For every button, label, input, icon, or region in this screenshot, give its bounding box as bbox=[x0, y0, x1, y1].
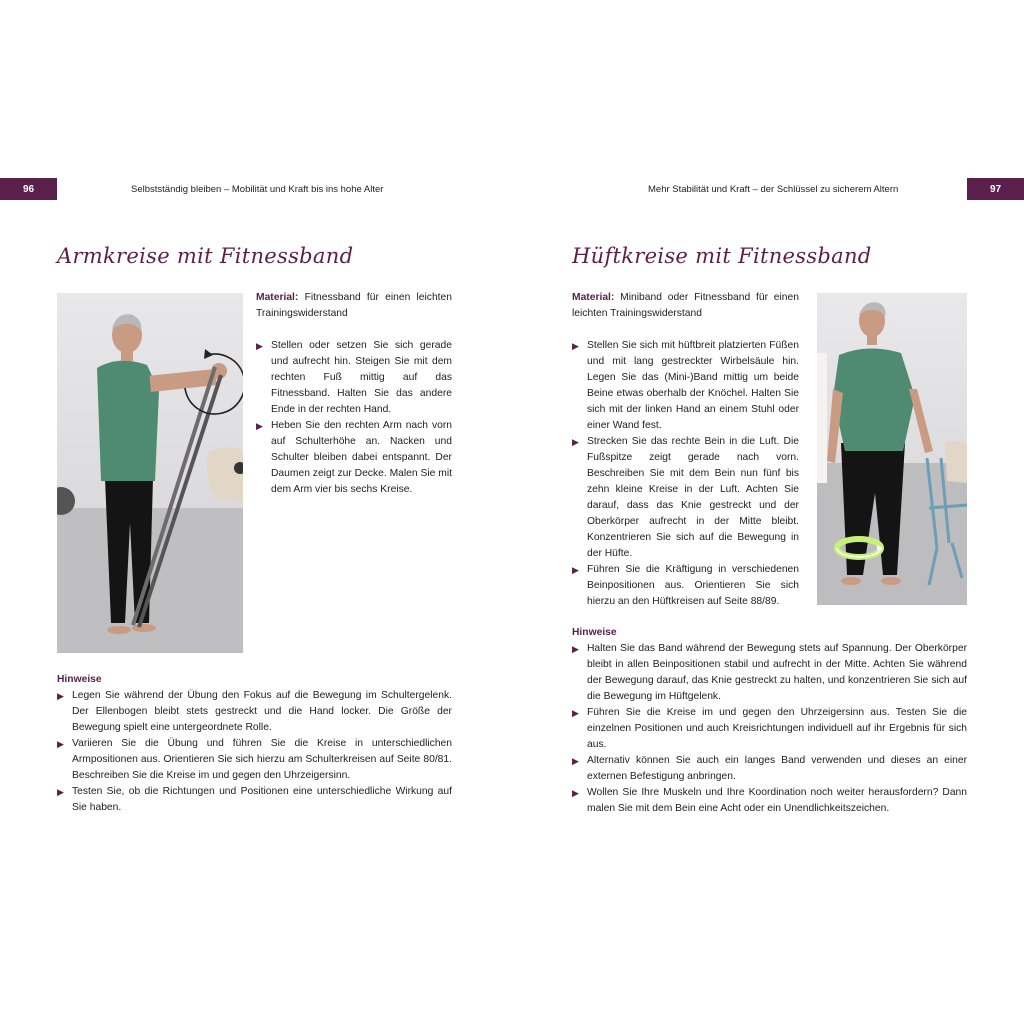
list-item: ▶ Halten Sie das Band während der Bewegung stets auf Spannung. Der Oberkörper bleibt in allen Beinpositionen stabil und aufrecht in der Mitte. Achten Sie während der Bewegung darauf, das Knie gestreckt zu halten, und konzentrieren Sie sich auf die Bewegung im Hüftgelenk. bbox=[572, 643, 967, 702]
material-label: Material: bbox=[256, 292, 299, 303]
triangle-right-icon: ▶ bbox=[572, 644, 579, 654]
page-number-left: 96 bbox=[0, 178, 57, 200]
hints-block-right bbox=[572, 625, 967, 817]
list-item: ▶ Stellen Sie sich mit hüftbreit platzierten Füßen und mit lang gestreckter Wirbelsäule hin. Legen Sie das (Mini-)Band mittig um beide Beine etwas oberhalb der Knöchel. Halten Sie sich mit der linken Hand an einem Stuhl oder einer Wand fest. bbox=[572, 340, 799, 431]
material-block-left bbox=[256, 290, 452, 322]
material-label: Material: bbox=[572, 292, 615, 303]
steps-list-left bbox=[256, 338, 452, 498]
hints-block-left bbox=[57, 672, 452, 816]
page-number-right: 97 bbox=[967, 178, 1024, 200]
triangle-right-icon: ▶ bbox=[572, 756, 579, 766]
steps-list-right bbox=[572, 338, 799, 610]
hints-heading: Hinweise bbox=[572, 627, 617, 638]
exercise-title-right: Hüftkreise mit Fitnessband bbox=[572, 244, 872, 268]
list-item: ▶ Strecken Sie das rechte Bein in die Luft. Die Fußspitze zeigt gerade nach vorn. Beschreiben Sie mit dem Bein nun fünf bis zehn kleine Kreise in der Luft. Achten Sie darauf, dass das Knie gestreckt und der Oberkörper aufrecht in der Mitte bleibt. Konzentrieren Sie sich auf die Bewegung in der Hüfte. bbox=[572, 436, 799, 559]
material-text: Fitnessband für einen leichten Trainingswiderstand bbox=[256, 292, 452, 319]
list-item: ▶ Heben Sie den rechten Arm nach vorn auf Schulterhöhe an. Nacken und Schulter bleiben dabei entspannt. Der Daumen zeigt zur Decke. Malen Sie mit dem Arm vier bis sechs Kreise. bbox=[256, 420, 452, 495]
list-item: ▶ Alternativ können Sie auch ein langes Band verwenden und dieses an einer externen Befestigung anbringen. bbox=[572, 755, 967, 782]
triangle-right-icon: ▶ bbox=[256, 421, 263, 431]
list-item: ▶ Variieren Sie die Übung und führen Sie die Kreise in unterschiedlichen Armpositionen aus. Orientieren Sie sich hierzu am Schulterkreisen auf Seite 80/81. Beschreiben Sie die Kreise im und gegen den Uhrzeigersinn. bbox=[57, 738, 452, 781]
list-item: ▶ Testen Sie, ob die Richtungen und Positionen eine unterschiedliche Wirkung auf Sie haben. bbox=[57, 786, 452, 813]
triangle-right-icon: ▶ bbox=[572, 437, 579, 447]
arm-circles-photo bbox=[57, 293, 243, 653]
list-item: ▶ Führen Sie die Kräftigung in verschiedenen Beinpositionen aus. Orientieren Sie sich hierzu an den Hüftkreisen auf Seite 88/89. bbox=[572, 564, 799, 607]
triangle-right-icon: ▶ bbox=[572, 565, 579, 575]
triangle-right-icon: ▶ bbox=[256, 341, 263, 351]
running-head-left: Selbstständig bleiben – Mobilität und Kraft bis ins hohe Alter bbox=[131, 184, 384, 195]
triangle-right-icon: ▶ bbox=[572, 708, 579, 718]
triangle-right-icon: ▶ bbox=[572, 341, 579, 351]
list-item: ▶ Stellen oder setzen Sie sich gerade und aufrecht hin. Steigen Sie mit dem rechten Fuß mittig auf das Fitnessband. Halten Sie das andere Ende in der rechten Hand. bbox=[256, 340, 452, 415]
triangle-right-icon: ▶ bbox=[57, 739, 64, 749]
exercise-title-left: Armkreise mit Fitnessband bbox=[57, 244, 354, 268]
hints-heading: Hinweise bbox=[57, 674, 102, 685]
list-item: ▶ Führen Sie die Kreise im und gegen den Uhrzeigersinn aus. Testen Sie die einzelnen Positionen und auch Kreisrichtungen individuell auf ihr Ergebnis für sich aus. bbox=[572, 707, 967, 750]
triangle-right-icon: ▶ bbox=[57, 691, 64, 701]
triangle-right-icon: ▶ bbox=[57, 787, 64, 797]
hip-circles-photo bbox=[817, 293, 967, 605]
material-block-right bbox=[572, 290, 799, 322]
running-head-right: Mehr Stabilität und Kraft – der Schlüssel zu sicherem Altern bbox=[648, 184, 899, 195]
list-item: ▶ Wollen Sie Ihre Muskeln und Ihre Koordination noch weiter herausfordern? Dann malen Sie mit dem Bein eine Acht oder ein Unendlichkeitszeichen. bbox=[572, 787, 967, 814]
triangle-right-icon: ▶ bbox=[572, 788, 579, 798]
list-item: ▶ Legen Sie während der Übung den Fokus auf die Bewegung im Schultergelenk. Der Ellenbogen bleibt stets gestreckt und die Hand locker. Die Größe der Bewegung spielt eine untergeordnete Rolle. bbox=[57, 690, 452, 733]
material-text: Miniband oder Fitnessband für einen leichten Trainingswiderstand bbox=[572, 292, 799, 319]
